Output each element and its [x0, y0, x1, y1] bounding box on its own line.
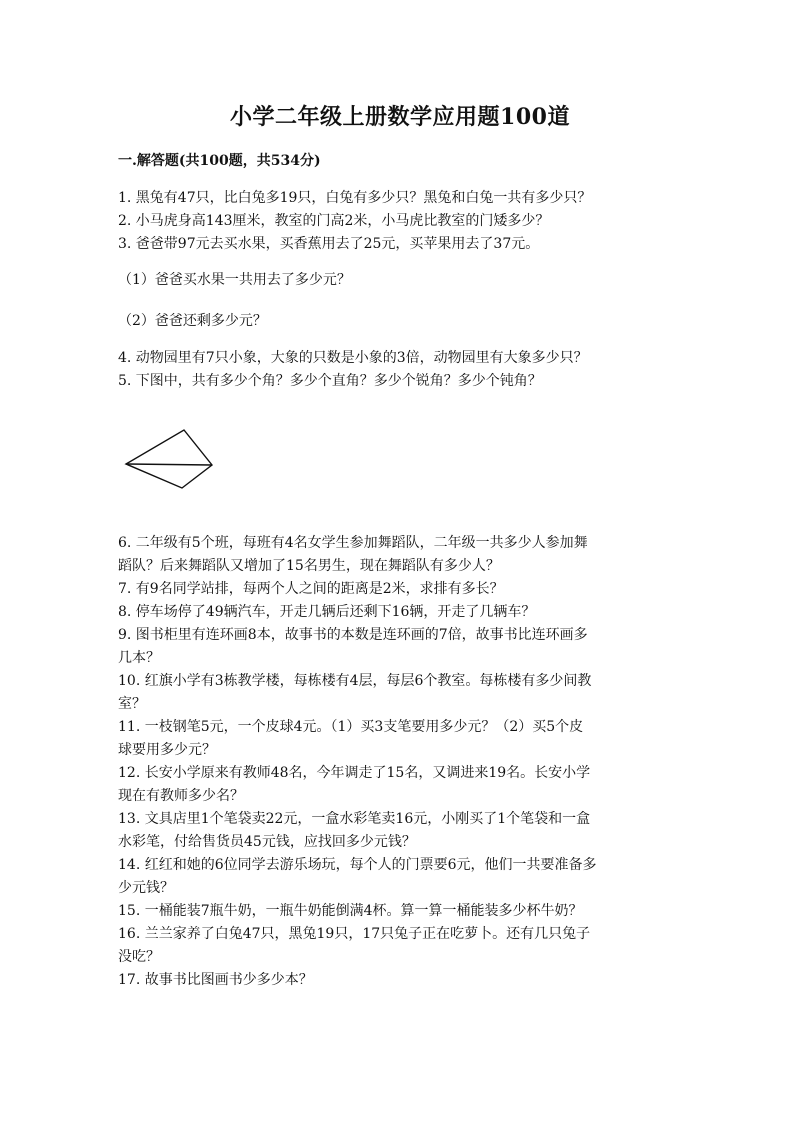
question-7: 7. 有9名同学站排，每两个人之间的距离是2米，求排有多长？ — [118, 581, 504, 597]
question-16: 16. 兰兰家养了白兔47只，黑兔19只，17只兔子正在吃萝卜。还有几只兔子 没吃？ — [118, 926, 591, 965]
sub-question-3-2: （2）爸爸还剩多少元？ — [118, 313, 267, 329]
angle-figure — [118, 418, 228, 498]
question-5: 5. 下图中，共有多少个角？多少个直角？多少个锐角？多少个钝角？ — [118, 373, 542, 389]
diagonal-line — [126, 464, 212, 465]
question-14: 14. 红红和她的6位同学去游乐场玩，每个人的门票要6元，他们一共要准备多 少元钱？ — [118, 857, 597, 896]
question-9: 9. 图书柜里有连环画8本，故事书的本数是连环画的7倍，故事书比连环画多 几本？ — [118, 627, 588, 666]
question-6: 6. 二年级有5个班，每班有4名女学生参加舞蹈队，二年级一共多少人参加舞 蹈队？后来舞蹈队又增加了15名男生，现在舞蹈队有多少人？ — [118, 535, 588, 574]
question-12: 12. 长安小学原来有教师48名，今年调走了15名，又调进来19名。长安小学 现在有教师多少名？ — [118, 765, 591, 804]
section-heading: 一.解答题(共100题，共534分) — [118, 153, 321, 169]
question-15: 15. 一桶能装7瓶牛奶，一瓶牛奶能倒满4杯。算一算一桶能装多少杯牛奶？ — [118, 903, 583, 919]
question-3: 3. 爸爸带97元去买水果，买香蕉用去了25元，买苹果用去了37元。 — [118, 236, 540, 252]
question-10: 10. 红旗小学有3栋教学楼，每栋楼有4层，每层6个教室。每栋楼有多少间教 室？ — [118, 673, 592, 712]
question-13: 13. 文具店里1个笔袋卖22元，一盒水彩笔卖16元，小刚买了1个笔袋和一盒 水彩笔，付给售货员45元钱，应找回多少元钱？ — [118, 811, 591, 850]
question-4: 4. 动物园里有7只小象，大象的只数是小象的3倍，动物园里有大象多少只？ — [118, 350, 588, 366]
sub-question-3-1: （1）爸爸买水果一共用去了多少元？ — [118, 272, 351, 288]
document-title: 小学二年级上册数学应用题100道 — [230, 104, 570, 130]
question-1: 1. 黑兔有47只，比白兔多19只，白兔有多少只？黑兔和白兔一共有多少只？ — [118, 190, 592, 206]
question-8: 8. 停车场停了49辆汽车，开走几辆后还剩下16辆，开走了几辆车？ — [118, 604, 536, 620]
question-17: 17. 故事书比图画书少多少本？ — [118, 972, 313, 988]
question-11: 11. 一枝钢笔5元，一个皮球4元。（1）买3支笔要用多少元？（2）买5个皮 球要用多少元？ — [118, 719, 584, 758]
question-2: 2. 小马虎身高143厘米，教室的门高2米，小马虎比教室的门矮多少？ — [118, 213, 550, 229]
quadrilateral-shape — [126, 430, 212, 488]
